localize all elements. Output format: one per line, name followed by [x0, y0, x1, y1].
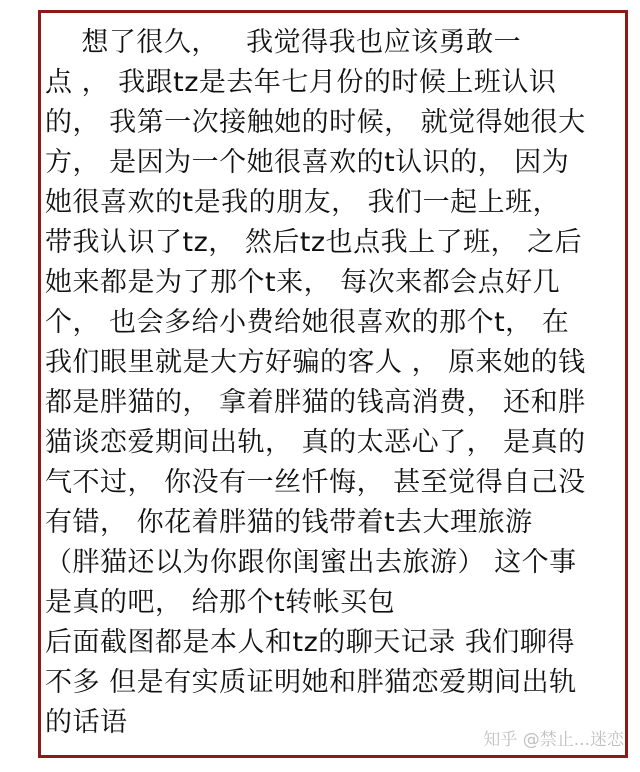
- text-line: 都是胖猫的， 拿着胖猫的钱高消费， 还和胖: [45, 387, 586, 418]
- text-line: 是真的吧， 给那个t转帐买包: [45, 587, 396, 618]
- text-line: 猫谈恋爱期间出轨， 真的太恶心了， 是真的: [45, 427, 586, 458]
- text-line: 个， 也会多给小费给她很喜欢的那个t， 在: [45, 307, 570, 338]
- text-line: 的话语: [45, 707, 128, 738]
- text-line: 不多 但是有实质证明她和胖猫恋爱期间出轨: [45, 667, 577, 698]
- watermark: 知乎 @禁止...迷恋: [483, 730, 624, 750]
- text-line: 我们眼里就是大方好骗的客人 ， 原来她的钱: [45, 347, 586, 378]
- text-line: 带我认识了tz， 然后tz也点我上了班， 之后: [45, 227, 583, 258]
- text-line: 点 ， 我跟tz是去年七月份的时候上班认识: [45, 67, 557, 98]
- text-line: 想了很久， 我觉得我也应该勇敢一: [45, 27, 522, 58]
- text-line: 有错， 你花着胖猫的钱带着t去大理旅游: [45, 507, 533, 538]
- text-line: 的， 我第一次接触她的时候， 就觉得她很大: [45, 107, 586, 138]
- text-line: （胖猫还以为你跟你闺蜜出去旅游） 这个事: [45, 547, 577, 578]
- text-line: 她很喜欢的t是我的朋友， 我们一起上班，: [45, 187, 561, 218]
- text-line: 后面截图都是本人和tz的聊天记录 我们聊得: [45, 627, 575, 658]
- document-frame: [38, 10, 628, 758]
- text-line: 她来都是为了那个t来， 每次来都会点好几: [45, 267, 561, 298]
- text-line: 气不过， 你没有一丝忏悔， 甚至觉得自己没: [45, 467, 586, 498]
- text-line: 方， 是因为一个她很喜欢的t认识的， 因为: [45, 147, 570, 178]
